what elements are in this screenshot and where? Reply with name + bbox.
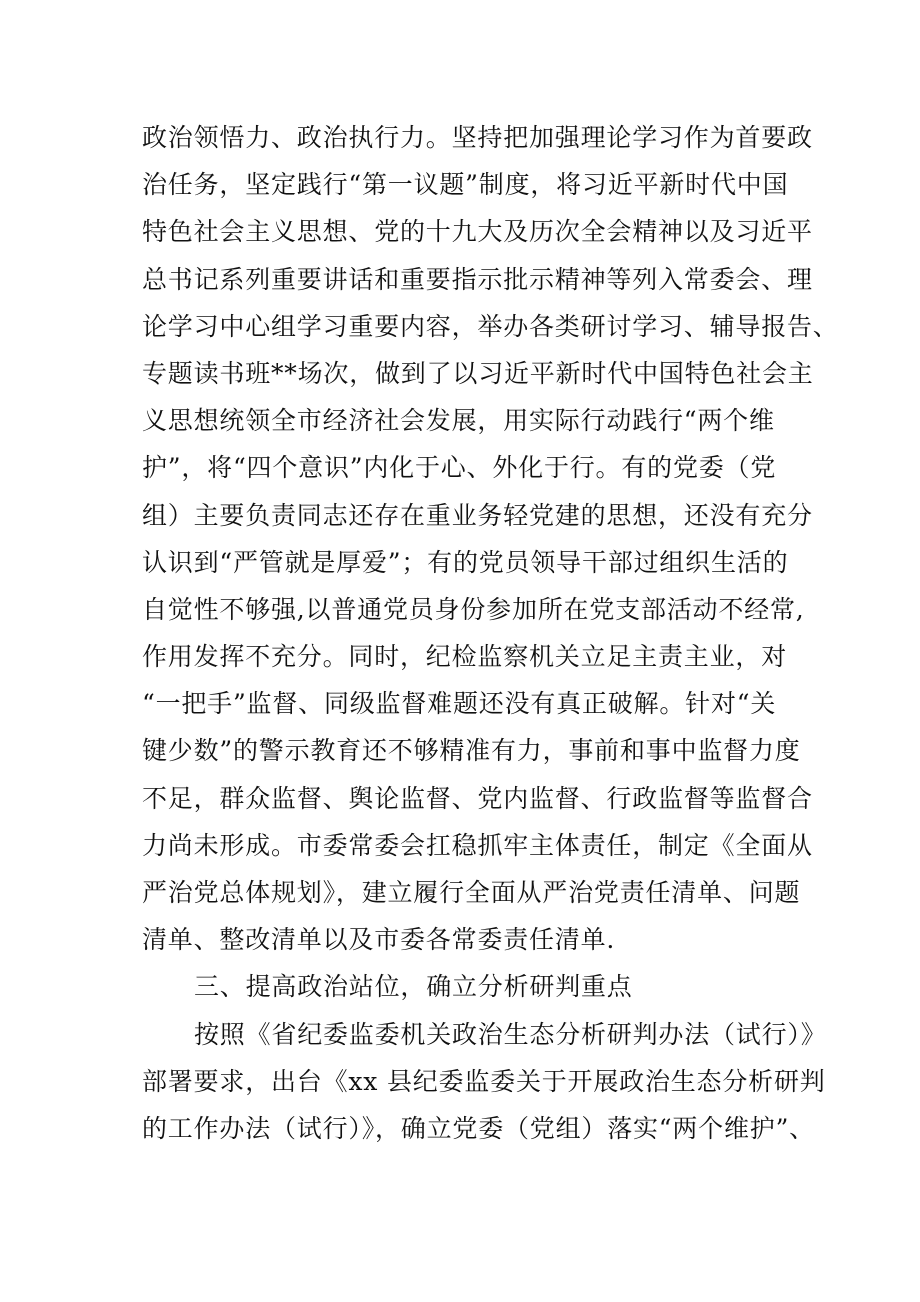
body-line-16: 力尚未形成。市委常委会扛稳抓牢主体责任，制定《全面从 [142, 830, 813, 860]
body-line-6: 专题读书班**场次，做到了以习近平新时代中国特色社会主 [142, 358, 814, 388]
body-line-2: 治任务，坚定践行“第一议题”制度，将习近平新时代中国 [142, 170, 789, 200]
body-line-9: 组）主要负责同志还存在重业务轻党建的思想，还没有充分 [142, 500, 813, 530]
body-line-4: 总书记系列重要讲话和重要指示批示精神等列入常委会、理 [142, 264, 813, 294]
paragraph-2-line-1: 按照《省纪委监委机关政治生态分析研判办法（试行）》 [194, 1019, 827, 1049]
body-line-10: 认识到“严管就是厚爱”；有的党员领导干部过组织生活的 [142, 547, 789, 577]
body-line-8: 护”，将“四个意识”内化于心、外化于行。有的党委（党 [142, 453, 777, 483]
document-body [142, 114, 839, 1152]
body-line-3: 特色社会主义思想、党的十九大及历次全会精神以及习近平 [142, 217, 813, 247]
paragraph-2-line-2: 部署要求，出台《xx 县纪委监委关于开展政治生态分析研判 [142, 1066, 826, 1096]
paragraph-2-line-3: 的工作办法（试行）》，确立党委（党组）落实“两个维护”、 [142, 1113, 815, 1143]
body-line-18: 清单、整改清单以及市委各常委责任清单. [142, 925, 616, 955]
body-line-15: 不足，群众监督、舆论监督、党内监督、行政监督等监督合 [142, 783, 813, 813]
body-line-13: “一把手”监督、同级监督难题还没有真正破解。针对“关 [142, 689, 777, 719]
body-line-12: 作用发挥不充分。同时，纪检监察机关立足主责主业，对 [142, 642, 788, 672]
body-line-1: 政治领悟力、政治执行力。坚持把加强理论学习作为首要政 [142, 123, 813, 152]
section-heading: 三、提高政治站位，确立分析研判重点 [194, 972, 633, 1002]
body-line-17: 严治党总体规划》，建立履行全面从严治党责任清单、问题 [142, 878, 801, 907]
body-line-5: 论学习中心组学习重要内容，举办各类研讨学习、辅导报告、 [142, 311, 839, 341]
body-line-11: 自觉性不够强,以普通党员身份参加所在党支部活动不经常, [142, 594, 805, 624]
body-line-7: 义思想统领全市经济社会发展，用实际行动践行“两个维 [142, 406, 775, 436]
body-line-14: 键少数”的警示教育还不够精准有力，事前和事中监督力度 [142, 736, 801, 766]
